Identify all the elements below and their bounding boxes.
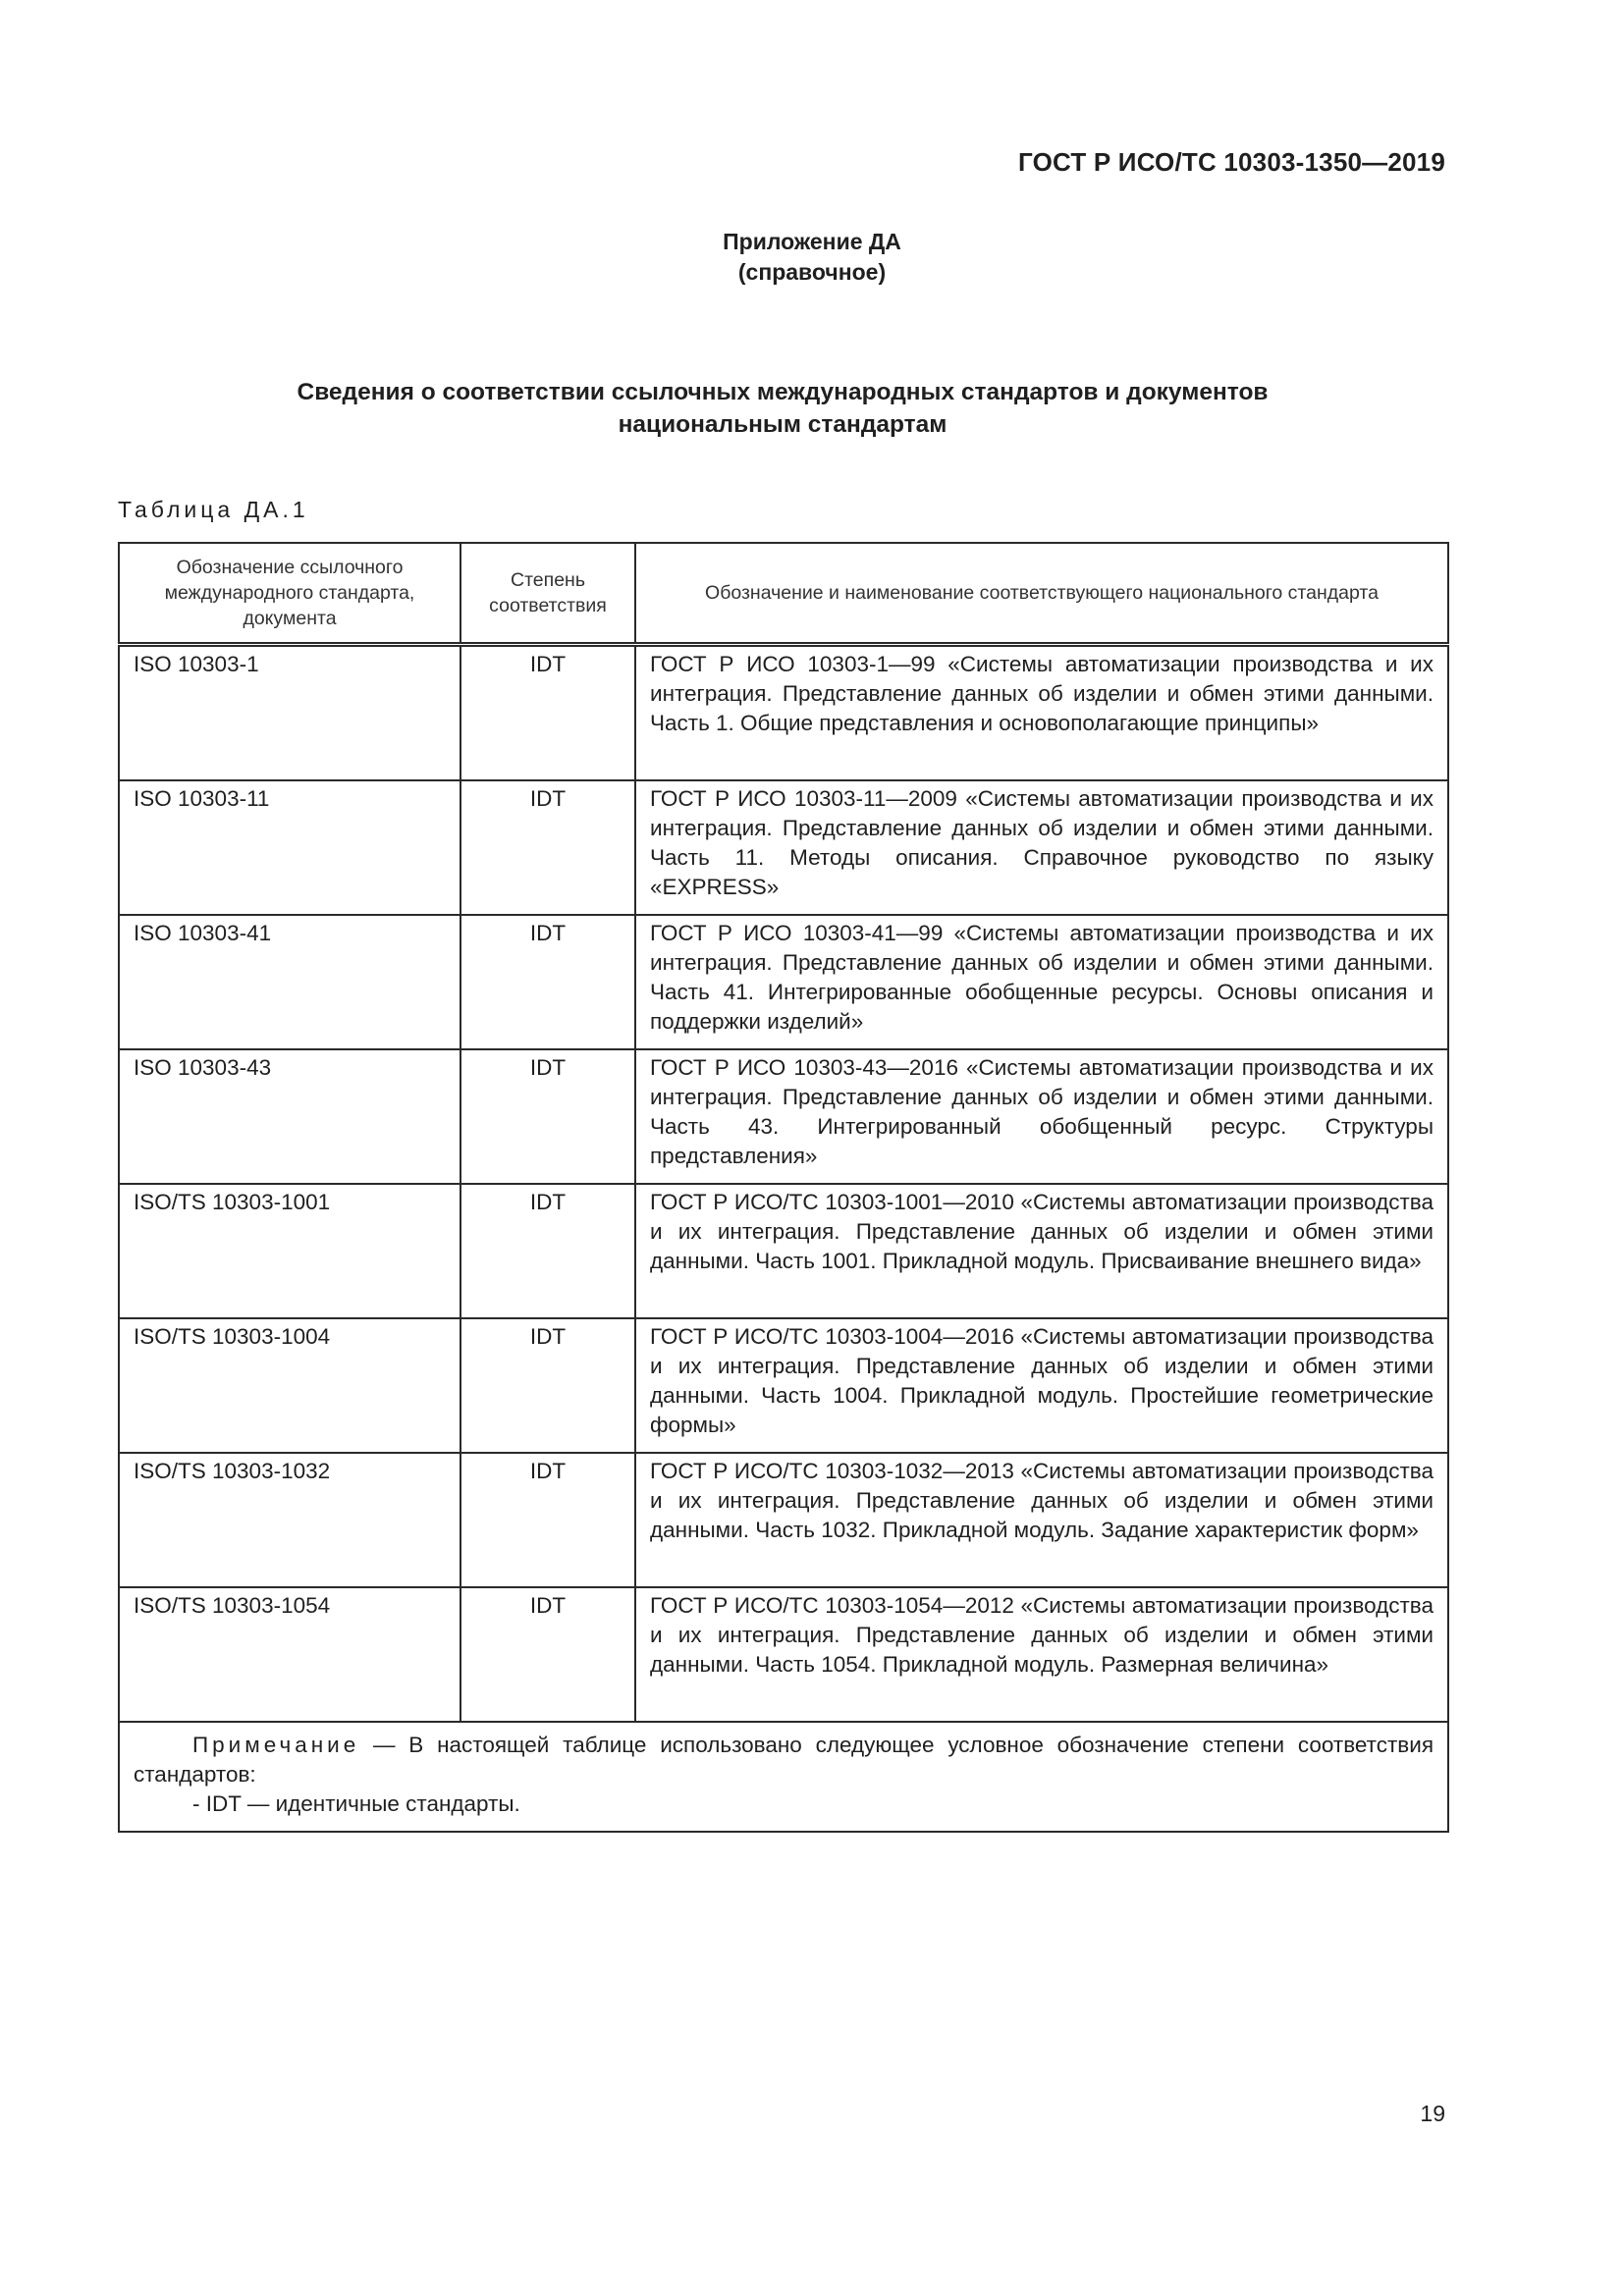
table-row [119, 1453, 1448, 1587]
table-row [119, 780, 1448, 915]
degree-cell: IDT [460, 915, 635, 1049]
table-caption: Таблица ДА.1 [118, 497, 309, 522]
international-standard-cell: ISO/TS 10303-1032 [119, 1453, 460, 1587]
national-standard-cell: ГОСТ Р ИСО 10303-41—99 «Системы автоматизации производства и их интеграция. Представление данных об изделии и обмен этими данными. Часть 41. Интегрированные обобщенные ресурсы. Основы описания и поддержки изделий» [635, 915, 1448, 1049]
table-row [119, 1049, 1448, 1184]
degree-cell: IDT [460, 645, 635, 781]
section-heading-line-1: Сведения о соответствии ссылочных международных стандартов и документов [297, 379, 1269, 405]
table-note-row [119, 1722, 1448, 1832]
section-heading-line-2: национальным стандартам [618, 411, 947, 438]
annex-title: Приложение ДА [723, 229, 901, 254]
header-international-standard: Обозначение ссылочного международного стандарта, документа [119, 543, 460, 645]
national-standard-cell: ГОСТ Р ИСО 10303-43—2016 «Системы автоматизации производства и их интеграция. Представление данных об изделии и обмен этими данными. Часть 43. Интегрированный обобщенный ресурс. Структуры представления» [635, 1049, 1448, 1184]
conformity-table [118, 542, 1449, 1833]
annex-title-block [0, 227, 1624, 288]
table-row [119, 1587, 1448, 1722]
international-standard-cell: ISO/TS 10303-1004 [119, 1318, 460, 1453]
table-row [119, 915, 1448, 1049]
national-standard-cell: ГОСТ Р ИСО/ТС 10303-1032—2013 «Системы автоматизации производства и их интеграция. Представление данных об изделии и обмен этими данными. Часть 1032. Прикладной модуль. Задание характеристик форм» [635, 1453, 1448, 1587]
national-standard-cell: ГОСТ Р ИСО/ТС 10303-1001—2010 «Системы автоматизации производства и их интеграция. Представление данных об изделии и обмен этими данными. Часть 1001. Прикладной модуль. Присваивание внешнего вида» [635, 1184, 1448, 1318]
degree-cell: IDT [460, 780, 635, 915]
header-degree-of-conformity: Степень соответствия [460, 543, 635, 645]
note-text: — В настоящей таблице использовано следующее условное обозначение степени соответствия стандартов: [134, 1733, 1434, 1787]
international-standard-cell: ISO 10303-43 [119, 1049, 460, 1184]
national-standard-cell: ГОСТ Р ИСО 10303-11—2009 «Системы автоматизации производства и их интеграция. Представление данных об изделии и обмен этими данными. Часть 11. Методы описания. Справочное руководство по языку «EXPRESS» [635, 780, 1448, 915]
national-standard-cell: ГОСТ Р ИСО 10303-1—99 «Системы автоматизации производства и их интеграция. Представление данных об изделии и обмен этими данными. Часть 1. Общие представления и основополагающие принципы» [635, 645, 1448, 781]
annex-subtitle: (справочное) [737, 259, 887, 285]
note-item: - IDT — идентичные стандарты. [192, 1791, 520, 1816]
section-heading [118, 376, 1447, 441]
international-standard-cell: ISO 10303-11 [119, 780, 460, 915]
degree-cell: IDT [460, 1453, 635, 1587]
degree-cell: IDT [460, 1318, 635, 1453]
degree-cell: IDT [460, 1049, 635, 1184]
international-standard-cell: ISO/TS 10303-1054 [119, 1587, 460, 1722]
document-code: ГОСТ Р ИСО/ТС 10303-1350—2019 [1017, 147, 1445, 177]
table-row [119, 1184, 1448, 1318]
international-standard-cell: ISO/TS 10303-1001 [119, 1184, 460, 1318]
page-number: 19 [1420, 2101, 1445, 2126]
national-standard-cell: ГОСТ Р ИСО/ТС 10303-1004—2016 «Системы автоматизации производства и их интеграция. Представление данных об изделии и обмен этими данными. Часть 1004. Прикладной модуль. Простейшие геометрические формы» [635, 1318, 1448, 1453]
table-note [119, 1722, 1448, 1832]
header-national-standard: Обозначение и наименование соответствующего национального стандарта [635, 543, 1448, 645]
conformity-table-wrapper [118, 542, 1447, 1833]
degree-cell: IDT [460, 1587, 635, 1722]
table-row [119, 1318, 1448, 1453]
degree-cell: IDT [460, 1184, 635, 1318]
table-row [119, 645, 1448, 781]
national-standard-cell: ГОСТ Р ИСО/ТС 10303-1054—2012 «Системы автоматизации производства и их интеграция. Представление данных об изделии и обмен этими данными. Часть 1054. Прикладной модуль. Размерная величина» [635, 1587, 1448, 1722]
international-standard-cell: ISO 10303-1 [119, 645, 460, 781]
table-header-row [119, 543, 1448, 645]
note-label: Примечание [192, 1733, 360, 1757]
international-standard-cell: ISO 10303-41 [119, 915, 460, 1049]
